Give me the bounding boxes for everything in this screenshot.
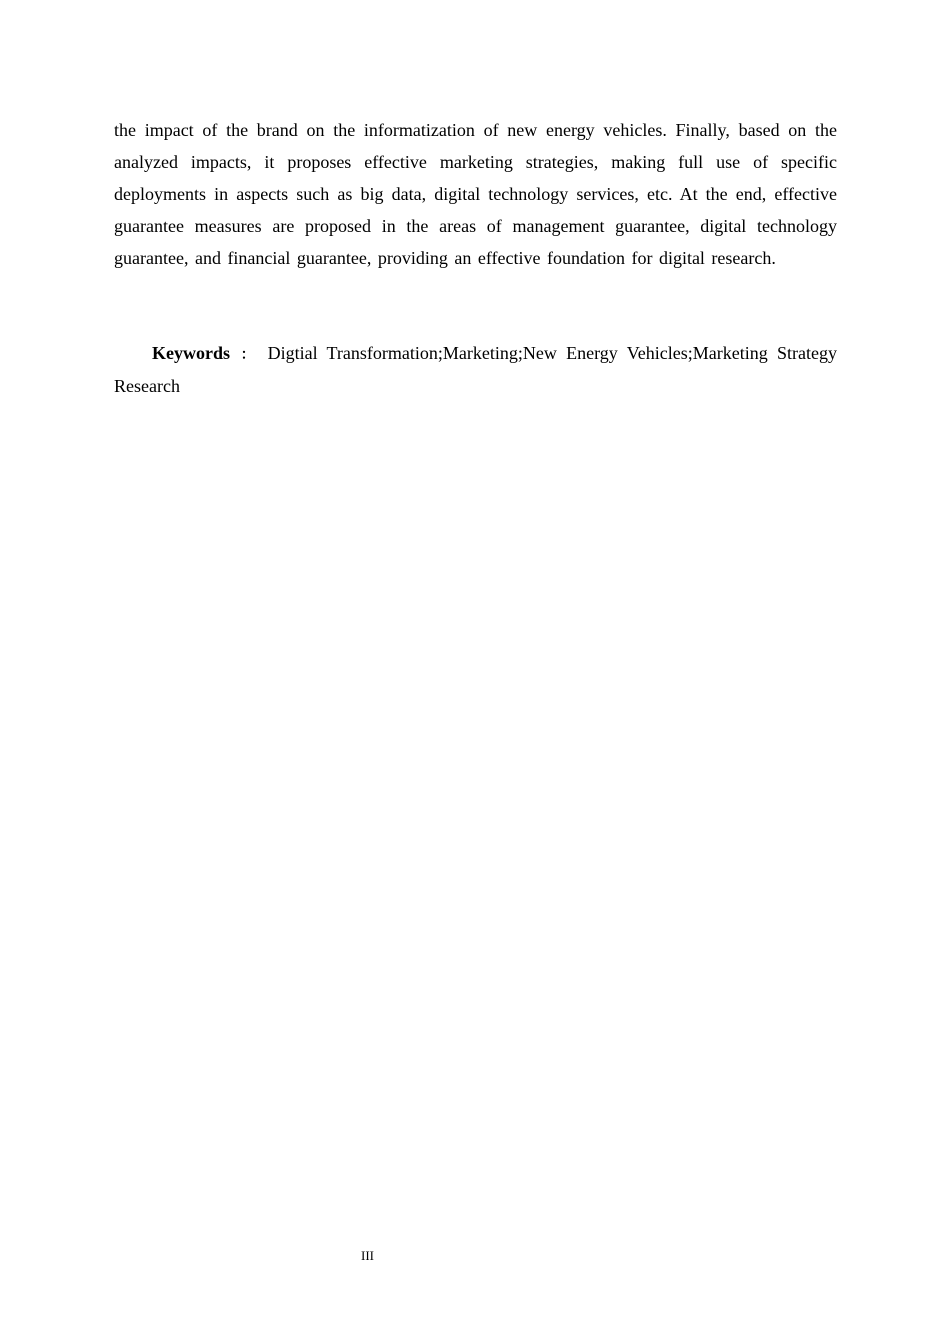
keywords-text: Digtial Transformation;Marketing;New Energy Vehicles;Marketing Strategy Research — [114, 343, 837, 396]
keywords-label: Keywords — [152, 343, 230, 363]
abstract-paragraph: the impact of the brand on the informatization of new energy vehicles. Finally, based on the analyzed impacts, it proposes effective marketing strategies, making full use of specific deployments in aspects such as big data, digital technology services, etc. At the end, effective guarantee measures are proposed in the areas of management guarantee, digital technology guarantee, and financial guarantee, providing an effective foundation for digital research. — [114, 120, 837, 268]
keywords-paragraph — [114, 338, 837, 402]
page-number: III — [361, 1248, 374, 1263]
keywords-separator: ： — [236, 348, 260, 363]
